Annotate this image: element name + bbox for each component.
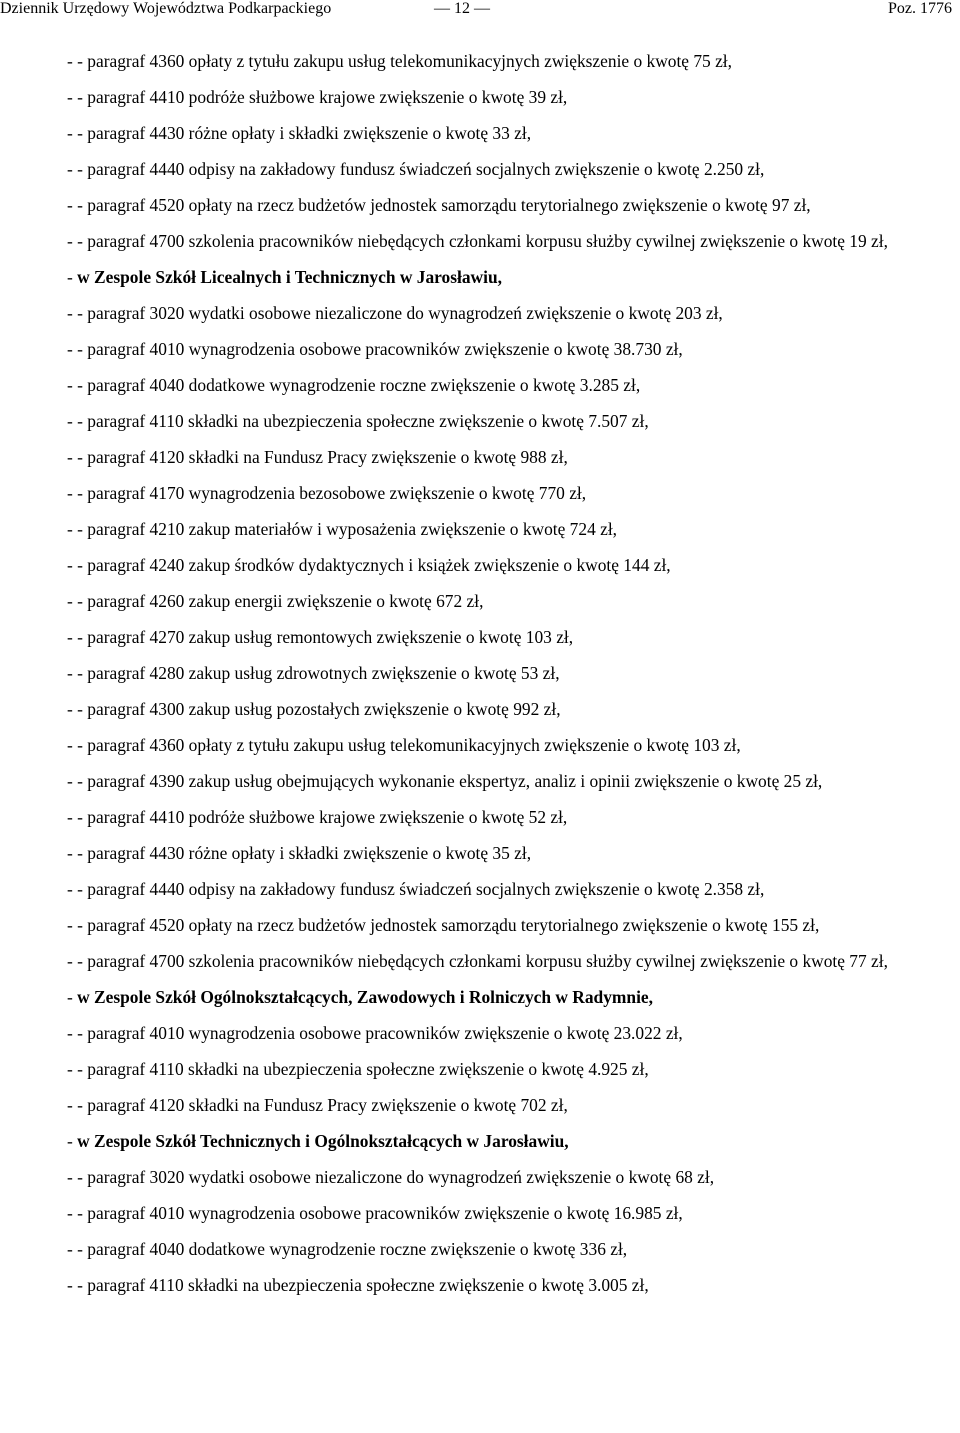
list-item-text: paragraf 4280 zakup usług zdrowotnych zwiększenie o kwotę 53 zł, (87, 663, 560, 683)
list-item-text: paragraf 4170 wynagrodzenia bezosobowe zwiększenie o kwotę 770 zł, (87, 483, 587, 503)
list-item-text: paragraf 4520 opłaty na rzecz budżetów jednostek samorządu terytorialnego zwiększenie o kwotę 155 zł, (87, 915, 820, 935)
list-item-text: paragraf 4110 składki na ubezpieczenia społeczne zwiększenie o kwotę 4.925 zł, (87, 1059, 649, 1079)
list-item (67, 409, 957, 434)
list-item-text: paragraf 4390 zakup usług obejmujących wykonanie ekspertyz, analiz i opinii zwiększenie o kwotę 25 zł, (87, 771, 823, 791)
list-item-text: paragraf 3020 wydatki osobowe niezaliczone do wynagrodzeń zwiększenie o kwotę 203 zł, (87, 303, 723, 323)
list-item (67, 1021, 957, 1046)
list-item (67, 733, 957, 758)
item-dash-prefix: - - (67, 555, 88, 575)
list-item-text: paragraf 4700 szkolenia pracowników niebędących członkami korpusu służby cywilnej zwiększenie o kwotę 77 zł, (87, 951, 888, 971)
list-item (67, 769, 957, 794)
item-dash-prefix: - - (67, 771, 88, 791)
item-dash-prefix: - - (67, 1275, 88, 1295)
list-item-text: paragraf 4110 składki na ubezpieczenia społeczne zwiększenie o kwotę 3.005 zł, (87, 1275, 649, 1295)
item-dash-prefix: - - (67, 1239, 88, 1259)
list-item-text: paragraf 4300 zakup usług pozostałych zwiększenie o kwotę 992 zł, (87, 699, 561, 719)
item-dash-prefix: - - (67, 843, 88, 863)
list-item (67, 445, 957, 470)
list-item-text: paragraf 4430 różne opłaty i składki zwiększenie o kwotę 33 zł, (87, 123, 532, 143)
list-item-text: paragraf 4360 opłaty z tytułu zakupu usług telekomunikacyjnych zwiększenie o kwotę 75 zł, (87, 51, 732, 71)
list-item (67, 805, 957, 830)
item-dash-prefix: - - (67, 663, 88, 683)
section-heading (67, 1129, 957, 1154)
item-dash-prefix: - - (67, 699, 88, 719)
item-dash-prefix: - - (67, 1059, 88, 1079)
list-item-text: paragraf 4360 opłaty z tytułu zakupu usług telekomunikacyjnych zwiększenie o kwotę 103 zł, (87, 735, 741, 755)
item-dash-prefix: - - (67, 1023, 88, 1043)
list-item-text: paragraf 4410 podróże służbowe krajowe zwiększenie o kwotę 52 zł, (87, 807, 568, 827)
journal-title: Dziennik Urzędowy Województwa Podkarpackiego (0, 0, 332, 17)
item-dash-prefix: - - (67, 447, 88, 467)
list-item (67, 913, 957, 938)
section-heading-text: w Zespole Szkół Technicznych i Ogólnokształcących w Jarosławiu, (77, 1131, 569, 1151)
list-item-text: paragraf 4440 odpisy na zakładowy fundusz świadczeń socjalnych zwiększenie o kwotę 2.250 zł, (87, 159, 765, 179)
list-item-text: paragraf 4520 opłaty na rzecz budżetów jednostek samorządu terytorialnego zwiększenie o kwotę 97 zł, (87, 195, 811, 215)
list-item (67, 1237, 957, 1262)
item-dash-prefix: - - (67, 915, 88, 935)
item-dash-prefix: - - (67, 1167, 88, 1187)
list-item (67, 949, 957, 974)
list-item-text: paragraf 3020 wydatki osobowe niezaliczone do wynagrodzeń zwiększenie o kwotę 68 zł, (87, 1167, 715, 1187)
item-dash-prefix: - - (67, 1203, 88, 1223)
item-dash-prefix: - - (67, 483, 88, 503)
list-item-text: paragraf 4110 składki na ubezpieczenia społeczne zwiększenie o kwotę 7.507 zł, (87, 411, 649, 431)
list-item (67, 373, 957, 398)
item-dash-prefix: - - (67, 1095, 88, 1115)
item-dash-prefix: - - (67, 231, 88, 251)
item-dash-prefix: - - (67, 807, 88, 827)
list-item (67, 841, 957, 866)
item-dash-prefix: - - (67, 159, 88, 179)
list-item-text: paragraf 4120 składki na Fundusz Pracy zwiększenie o kwotę 702 zł, (87, 1095, 568, 1115)
section-heading (67, 985, 957, 1010)
list-item-text: paragraf 4010 wynagrodzenia osobowe pracowników zwiększenie o kwotę 23.022 zł, (87, 1023, 683, 1043)
list-item (67, 697, 957, 722)
list-item (67, 229, 957, 254)
section-heading (67, 265, 957, 290)
item-dash-prefix: - - (67, 879, 88, 899)
item-dash-prefix: - - (67, 411, 88, 431)
list-item-text: paragraf 4040 dodatkowe wynagrodzenie roczne zwiększenie o kwotę 3.285 zł, (87, 375, 641, 395)
list-item (67, 157, 957, 182)
item-dash-prefix: - (67, 1131, 78, 1151)
list-item-text: paragraf 4270 zakup usług remontowych zwiększenie o kwotę 103 zł, (87, 627, 574, 647)
item-dash-prefix: - - (67, 591, 88, 611)
item-dash-prefix: - - (67, 519, 88, 539)
section-heading-text: w Zespole Szkół Ogólnokształcących, Zawodowych i Rolniczych w Radymnie, (77, 987, 653, 1007)
page-number: — 12 — (434, 0, 490, 17)
list-item-text: paragraf 4210 zakup materiałów i wyposażenia zwiększenie o kwotę 724 zł, (87, 519, 618, 539)
list-item (67, 589, 957, 614)
list-item (67, 517, 957, 542)
list-item (67, 1273, 957, 1298)
item-dash-prefix: - - (67, 195, 88, 215)
list-item (67, 877, 957, 902)
list-item (67, 661, 957, 686)
list-item (67, 625, 957, 650)
list-item-text: paragraf 4240 zakup środków dydaktycznych i książek zwiększenie o kwotę 144 zł, (87, 555, 671, 575)
list-item (67, 301, 957, 326)
item-dash-prefix: - - (67, 735, 88, 755)
item-dash-prefix: - - (67, 339, 88, 359)
list-item (67, 193, 957, 218)
list-item (67, 1201, 957, 1226)
list-item-text: paragraf 4700 szkolenia pracowników niebędących członkami korpusu służby cywilnej zwiększenie o kwotę 19 zł, (87, 231, 888, 251)
list-item-text: paragraf 4040 dodatkowe wynagrodzenie roczne zwiększenie o kwotę 336 zł, (87, 1239, 628, 1259)
item-dash-prefix: - - (67, 51, 88, 71)
list-item (67, 1093, 957, 1118)
item-dash-prefix: - - (67, 627, 88, 647)
item-dash-prefix: - - (67, 951, 88, 971)
list-item-text: paragraf 4260 zakup energii zwiększenie o kwotę 672 zł, (87, 591, 484, 611)
list-item (67, 49, 957, 74)
item-dash-prefix: - (67, 267, 78, 287)
position-number: Poz. 1776 (888, 0, 952, 17)
list-item (67, 1057, 957, 1082)
list-item-text: paragraf 4120 składki na Fundusz Pracy zwiększenie o kwotę 988 zł, (87, 447, 568, 467)
list-item-text: paragraf 4440 odpisy na zakładowy fundusz świadczeń socjalnych zwiększenie o kwotę 2.358 zł, (87, 879, 765, 899)
list-item (67, 481, 957, 506)
list-item-text: paragraf 4430 różne opłaty i składki zwiększenie o kwotę 35 zł, (87, 843, 532, 863)
page-header (0, 0, 960, 20)
item-dash-prefix: - - (67, 303, 88, 323)
item-dash-prefix: - - (67, 87, 88, 107)
list-item-text: paragraf 4010 wynagrodzenia osobowe pracowników zwiększenie o kwotę 38.730 zł, (87, 339, 683, 359)
list-item (67, 553, 957, 578)
list-item (67, 85, 957, 110)
list-item (67, 121, 957, 146)
section-heading-text: w Zespole Szkół Licealnych i Technicznych w Jarosławiu, (77, 267, 502, 287)
item-dash-prefix: - - (67, 123, 88, 143)
list-item (67, 1165, 957, 1190)
list-item (67, 337, 957, 362)
list-item-text: paragraf 4410 podróże służbowe krajowe zwiększenie o kwotę 39 zł, (87, 87, 568, 107)
document-body (67, 49, 957, 1309)
list-item-text: paragraf 4010 wynagrodzenia osobowe pracowników zwiększenie o kwotę 16.985 zł, (87, 1203, 683, 1223)
item-dash-prefix: - (67, 987, 78, 1007)
item-dash-prefix: - - (67, 375, 88, 395)
